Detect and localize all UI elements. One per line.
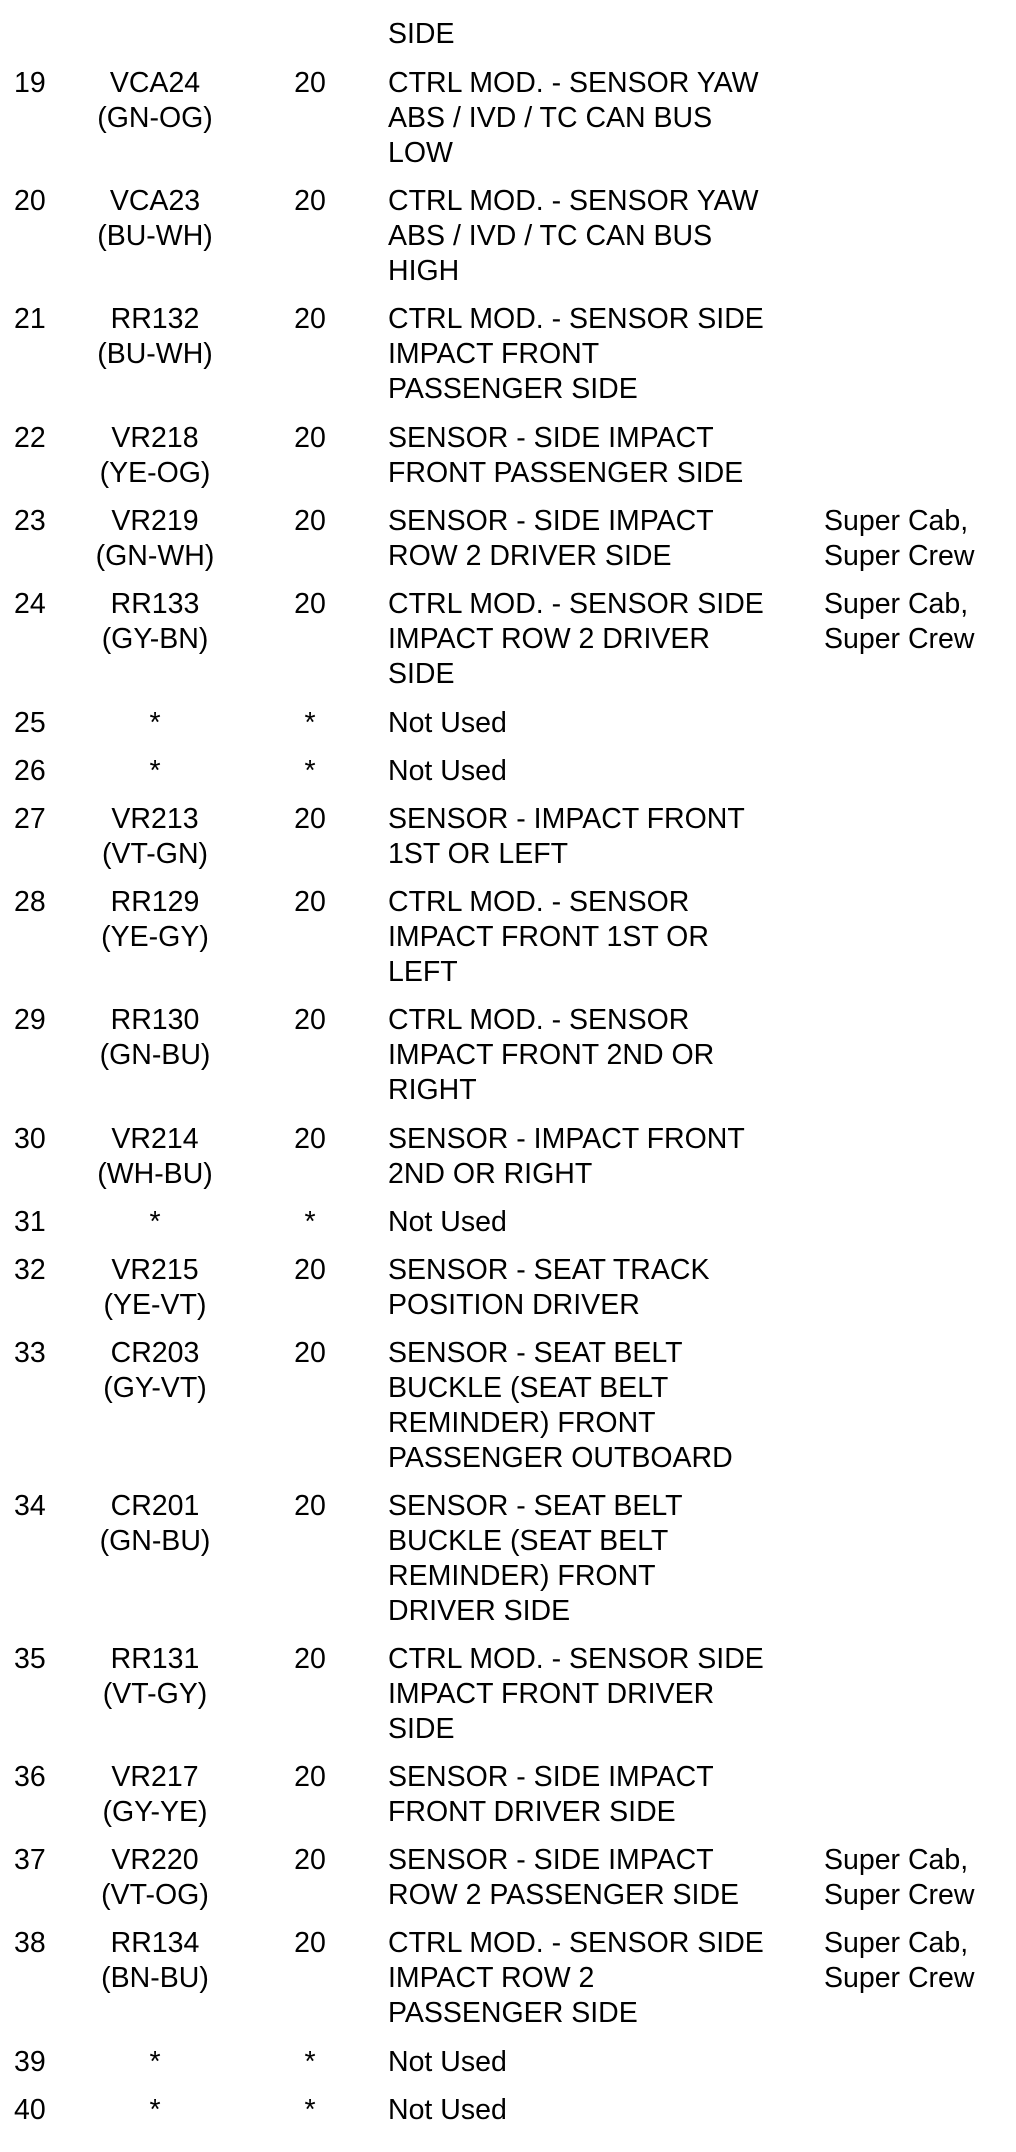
vehicle-option: Super Cab, Super Crew bbox=[824, 1844, 975, 1911]
pin-number: 33 bbox=[14, 1337, 46, 1369]
circuit-function: CTRL MOD. - SENSOR SIDE IMPACT ROW 2 DRIVER SIDE bbox=[388, 588, 764, 690]
circuit-function: CTRL MOD. - SENSOR IMPACT FRONT 1ST OR LEFT bbox=[388, 886, 709, 988]
wire-gauge: 20 bbox=[294, 422, 326, 454]
pin-number: 30 bbox=[14, 1123, 46, 1155]
circuit-code: * bbox=[149, 1206, 161, 1238]
circuit-code: VCA24 (GN-OG) bbox=[97, 67, 213, 134]
circuit-function: SENSOR - IMPACT FRONT 2ND OR RIGHT bbox=[388, 1123, 745, 1190]
wire-gauge: 20 bbox=[294, 185, 326, 217]
wire-gauge: * bbox=[304, 2094, 316, 2126]
circuit-function: Not Used bbox=[388, 2046, 507, 2078]
circuit-code: VR215 (YE-VT) bbox=[103, 1254, 207, 1321]
pin-number: 23 bbox=[14, 505, 46, 537]
wire-gauge: 20 bbox=[294, 67, 326, 99]
circuit-function: SENSOR - SEAT TRACK POSITION DRIVER bbox=[388, 1254, 710, 1321]
circuit-code: VR214 (WH-BU) bbox=[97, 1123, 213, 1190]
pin-number: 40 bbox=[14, 2094, 46, 2126]
wire-gauge: 20 bbox=[294, 1337, 326, 1369]
pin-number: 37 bbox=[14, 1844, 46, 1876]
vehicle-option: Super Cab, Super Crew bbox=[824, 505, 975, 572]
circuit-function: SIDE bbox=[388, 18, 455, 50]
pin-number: 32 bbox=[14, 1254, 46, 1286]
pin-number: 35 bbox=[14, 1643, 46, 1675]
pin-number: 38 bbox=[14, 1927, 46, 1959]
circuit-function: SENSOR - SIDE IMPACT ROW 2 DRIVER SIDE bbox=[388, 505, 714, 572]
wire-gauge: * bbox=[304, 755, 316, 787]
circuit-code: RR134 (BN-BU) bbox=[101, 1927, 209, 1994]
wire-gauge: 20 bbox=[294, 1004, 326, 1036]
circuit-function: Not Used bbox=[388, 1206, 507, 1238]
circuit-code: VR219 (GN-WH) bbox=[95, 505, 215, 572]
wire-gauge: * bbox=[304, 707, 316, 739]
circuit-code: RR130 (GN-BU) bbox=[99, 1004, 211, 1071]
pin-number: 25 bbox=[14, 707, 46, 739]
circuit-code: RR132 (BU-WH) bbox=[97, 303, 213, 370]
circuit-function: SENSOR - SIDE IMPACT FRONT DRIVER SIDE bbox=[388, 1761, 714, 1828]
wire-gauge: 20 bbox=[294, 588, 326, 620]
pin-number: 31 bbox=[14, 1206, 46, 1238]
circuit-function: CTRL MOD. - SENSOR SIDE IMPACT ROW 2 PASSENGER SIDE bbox=[388, 1927, 764, 2029]
circuit-code: * bbox=[149, 707, 161, 739]
circuit-function: Not Used bbox=[388, 755, 507, 787]
wire-gauge: 20 bbox=[294, 1123, 326, 1155]
circuit-function: CTRL MOD. - SENSOR SIDE IMPACT FRONT PASSENGER SIDE bbox=[388, 303, 764, 405]
circuit-code: * bbox=[149, 2094, 161, 2126]
circuit-function: SENSOR - SIDE IMPACT FRONT PASSENGER SIDE bbox=[388, 422, 744, 489]
wire-gauge: 20 bbox=[294, 1761, 326, 1793]
pin-number: 39 bbox=[14, 2046, 46, 2078]
circuit-function: CTRL MOD. - SENSOR YAW ABS / IVD / TC CAN BUS HIGH bbox=[388, 185, 759, 287]
circuit-code: VR217 (GY-YE) bbox=[102, 1761, 208, 1828]
circuit-code: VR220 (VT-OG) bbox=[101, 1844, 209, 1911]
circuit-function: CTRL MOD. - SENSOR SIDE IMPACT FRONT DRIVER SIDE bbox=[388, 1643, 764, 1745]
circuit-code: RR133 (GY-BN) bbox=[101, 588, 209, 655]
wire-gauge: 20 bbox=[294, 1844, 326, 1876]
pin-number: 24 bbox=[14, 588, 46, 620]
circuit-code: RR129 (YE-GY) bbox=[101, 886, 209, 953]
pin-number: 21 bbox=[14, 303, 46, 335]
wire-gauge: 20 bbox=[294, 886, 326, 918]
pin-number: 36 bbox=[14, 1761, 46, 1793]
pin-number: 28 bbox=[14, 886, 46, 918]
circuit-code: RR131 (VT-GY) bbox=[102, 1643, 208, 1710]
circuit-code: CR203 (GY-VT) bbox=[103, 1337, 207, 1404]
circuit-function: SENSOR - SEAT BELT BUCKLE (SEAT BELT REMINDER) FRONT DRIVER SIDE bbox=[388, 1490, 683, 1627]
pin-number: 27 bbox=[14, 803, 46, 835]
circuit-code: VR218 (YE-OG) bbox=[99, 422, 211, 489]
pin-number: 29 bbox=[14, 1004, 46, 1036]
circuit-function: Not Used bbox=[388, 2094, 507, 2126]
wire-gauge: 20 bbox=[294, 1927, 326, 1959]
wire-gauge: 20 bbox=[294, 303, 326, 335]
circuit-code: * bbox=[149, 755, 161, 787]
circuit-code: VR213 (VT-GN) bbox=[101, 803, 209, 870]
pin-number: 19 bbox=[14, 67, 46, 99]
wire-gauge: 20 bbox=[294, 1643, 326, 1675]
wire-gauge: * bbox=[304, 1206, 316, 1238]
wire-gauge: 20 bbox=[294, 1490, 326, 1522]
circuit-function: SENSOR - SEAT BELT BUCKLE (SEAT BELT REMINDER) FRONT PASSENGER OUTBOARD bbox=[388, 1337, 733, 1474]
pin-number: 34 bbox=[14, 1490, 46, 1522]
wire-gauge: 20 bbox=[294, 1254, 326, 1286]
circuit-code: CR201 (GN-BU) bbox=[99, 1490, 211, 1557]
circuit-function: SENSOR - IMPACT FRONT 1ST OR LEFT bbox=[388, 803, 745, 870]
pin-number: 26 bbox=[14, 755, 46, 787]
wire-gauge: * bbox=[304, 2046, 316, 2078]
wire-gauge: 20 bbox=[294, 505, 326, 537]
vehicle-option: Super Cab, Super Crew bbox=[824, 1927, 975, 1994]
pin-number: 22 bbox=[14, 422, 46, 454]
circuit-code: * bbox=[149, 2046, 161, 2078]
circuit-function: Not Used bbox=[388, 707, 507, 739]
pin-number: 20 bbox=[14, 185, 46, 217]
circuit-function: CTRL MOD. - SENSOR IMPACT FRONT 2ND OR RIGHT bbox=[388, 1004, 715, 1106]
wire-gauge: 20 bbox=[294, 803, 326, 835]
circuit-code: VCA23 (BU-WH) bbox=[97, 185, 213, 252]
circuit-function: SENSOR - SIDE IMPACT ROW 2 PASSENGER SIDE bbox=[388, 1844, 740, 1911]
circuit-function: CTRL MOD. - SENSOR YAW ABS / IVD / TC CAN BUS LOW bbox=[388, 67, 759, 169]
vehicle-option: Super Cab, Super Crew bbox=[824, 588, 975, 655]
